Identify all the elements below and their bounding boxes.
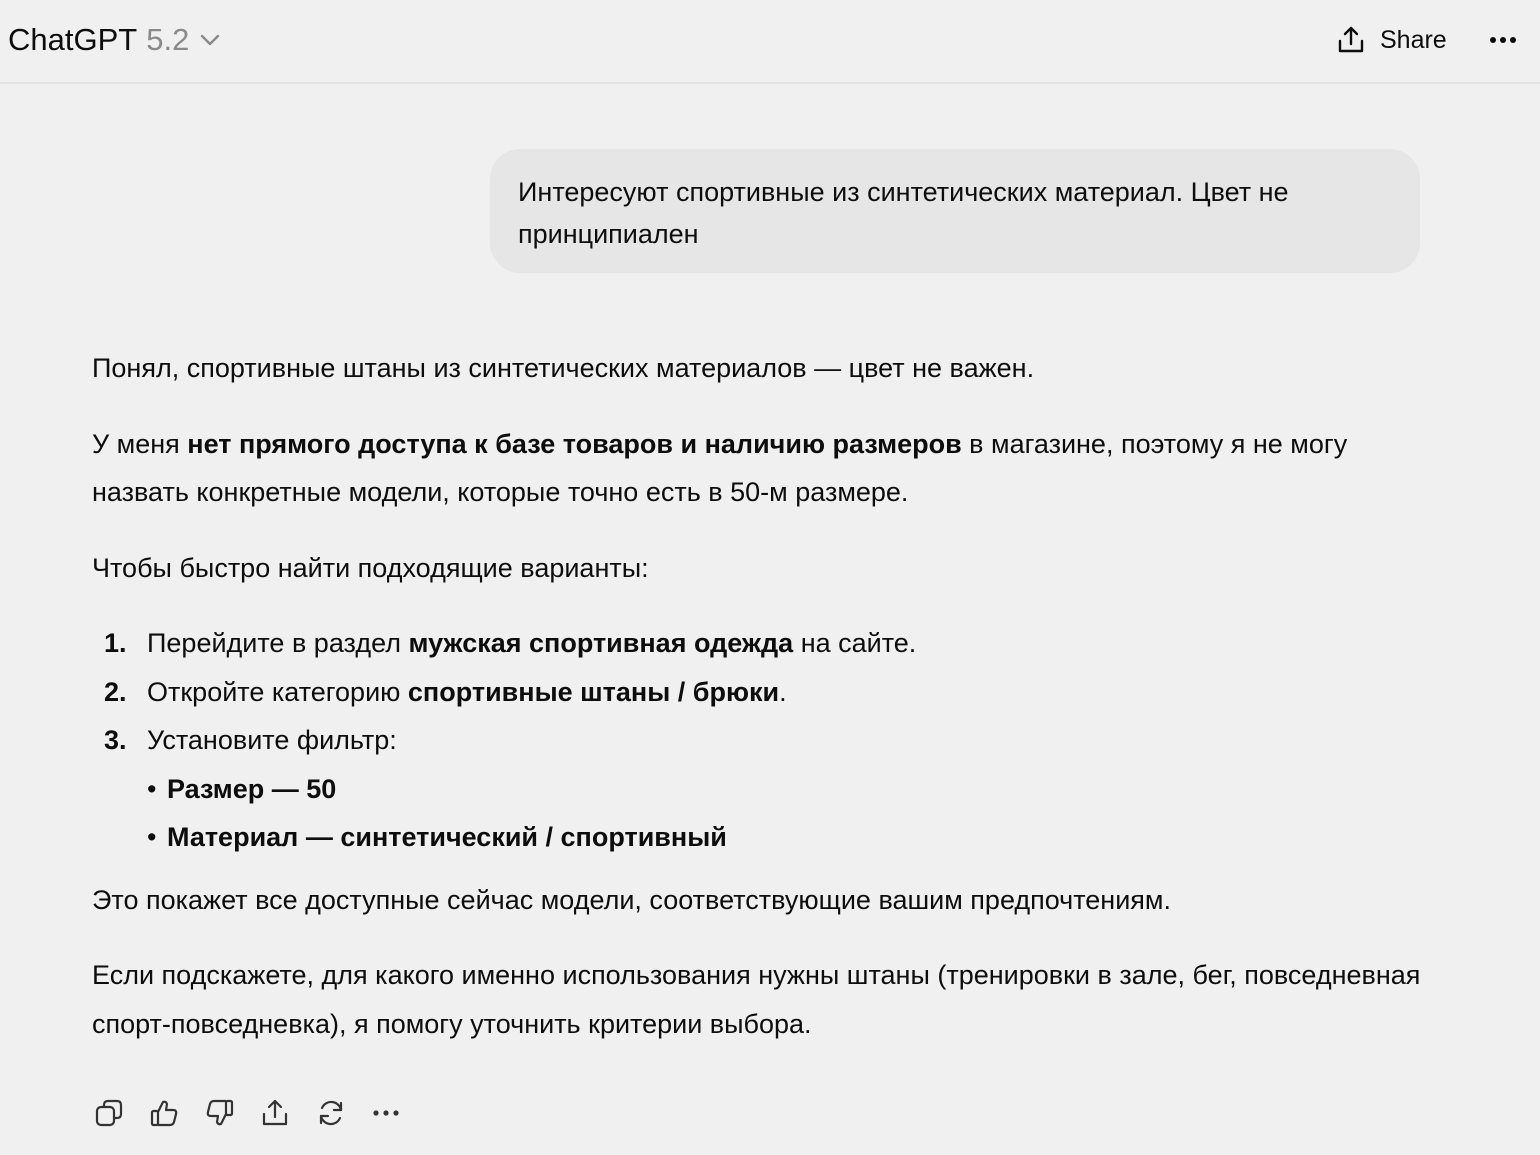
step-number: 1. — [104, 628, 127, 658]
more-horizontal-icon — [1489, 36, 1517, 44]
model-switcher[interactable] — [8, 18, 221, 62]
copy-button[interactable] — [90, 1094, 128, 1132]
thumbs-down-icon — [204, 1097, 236, 1129]
message-actions — [90, 1092, 422, 1134]
regenerate-icon — [315, 1097, 347, 1129]
bullet: • — [147, 822, 157, 852]
text-segment: У меня — [92, 428, 188, 459]
share-message-button[interactable] — [256, 1094, 294, 1132]
sub-list — [147, 765, 1422, 862]
list-item — [92, 716, 1422, 862]
bold-text: спортивные штаны / брюки — [407, 676, 780, 707]
text-segment: Откройте категорию — [147, 676, 408, 707]
assistant-paragraph: Это покажет все доступные сейчас модели, соответствующие вашим предпочтениям. — [92, 884, 1171, 915]
bold-text: нет прямого доступа к базе товаров и наличию размеров — [187, 428, 962, 459]
copy-icon — [93, 1097, 125, 1129]
top-bar — [0, 0, 1540, 84]
assistant-paragraph: Чтобы быстро найти подходящие варианты: — [92, 552, 649, 583]
more-options-button[interactable] — [1484, 24, 1522, 56]
text-segment: на сайте. — [793, 628, 917, 658]
thumbs-up-icon — [148, 1097, 180, 1129]
more-horizontal-icon — [372, 1109, 400, 1117]
share-icon — [259, 1097, 291, 1129]
list-item — [92, 619, 1422, 668]
text-segment: Материал — синтетический / спортивный — [167, 822, 727, 852]
thumbs-down-button[interactable] — [201, 1094, 239, 1132]
assistant-paragraph: Если подскажете, для какого именно использования нужны штаны (тренировки в зале, бег, повседневная спорт-повседневка), я помогу уточнить критерии выбора. — [92, 960, 1421, 1039]
step-number: 3. — [104, 725, 127, 755]
regenerate-button[interactable] — [312, 1094, 350, 1132]
share-button[interactable] — [1336, 18, 1447, 62]
step-number: 2. — [104, 676, 127, 707]
assistant-message — [92, 344, 1422, 1075]
user-message: Интересуют спортивные из синтетических материал. Цвет не принципиален — [490, 149, 1420, 273]
text-segment: Размер — 50 — [167, 773, 337, 804]
bold-text: мужская спортивная одежда — [408, 628, 794, 658]
sub-list-item — [147, 765, 1422, 814]
text-segment: Установите фильтр: — [147, 725, 397, 755]
assistant-paragraph — [92, 420, 1422, 517]
share-label: Share — [1380, 25, 1447, 54]
list-item — [92, 668, 1422, 717]
bullet: • — [147, 773, 157, 804]
model-name: ChatGPT — [8, 22, 138, 57]
text-segment: . — [779, 676, 787, 707]
thumbs-up-button[interactable] — [145, 1094, 183, 1132]
model-version: 5.2 — [146, 22, 190, 57]
text-segment: в магазине, поэтому я не могу назвать конкретные модели, которые точно есть в 50-м размере. — [92, 428, 1348, 507]
share-icon — [1336, 25, 1366, 55]
assistant-paragraph: Понял, спортивные штаны из синтетических материалов — цвет не важен. — [92, 353, 1035, 383]
text-segment: Перейдите в раздел — [147, 628, 409, 658]
steps-list — [92, 619, 1422, 862]
chevron-down-icon — [199, 29, 221, 51]
sub-list-item — [147, 813, 1422, 862]
more-actions-button[interactable] — [367, 1094, 405, 1132]
